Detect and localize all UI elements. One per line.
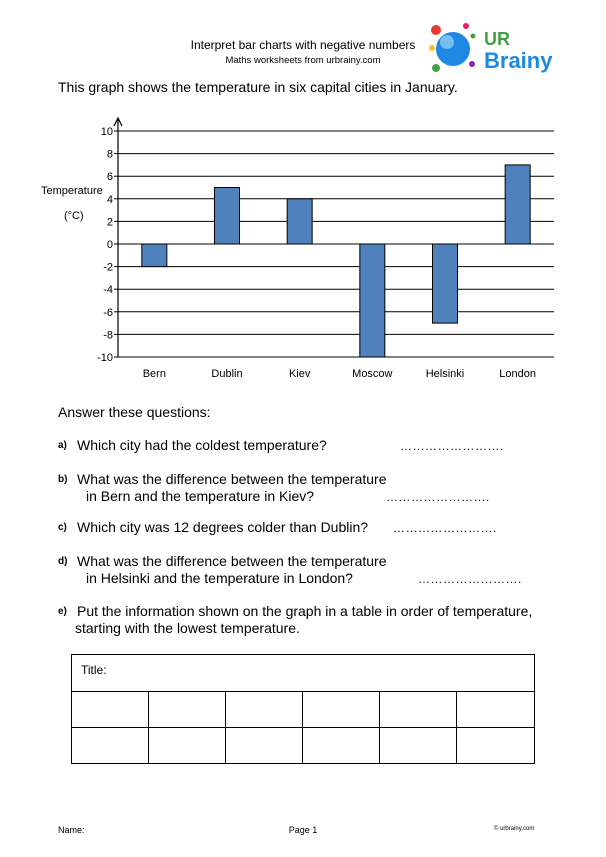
table-row [72, 692, 535, 728]
table-cell[interactable] [226, 692, 303, 728]
y-tick-label: -8 [103, 329, 113, 342]
temperature-bar-chart [0, 0, 606, 400]
name-label: Name: [58, 825, 85, 835]
table-cell[interactable] [149, 728, 226, 764]
x-category-label: London [499, 368, 537, 380]
questions-heading: Answer these questions: [58, 404, 211, 420]
table-cell[interactable] [72, 728, 149, 764]
table-title-cell[interactable] [72, 655, 535, 692]
question-text: Which city was 12 degrees colder than Dublin? [77, 519, 369, 535]
y-axis-unit: (°C) [64, 210, 84, 222]
question-letter: b) [58, 474, 68, 485]
answer-dots[interactable]: ……………………. [418, 572, 522, 586]
worksheet-subtitle: Maths worksheets from urbrainy.com [225, 55, 381, 66]
question-c [58, 519, 578, 539]
question-letter: d) [58, 556, 68, 567]
table-cell[interactable] [457, 728, 535, 764]
x-category-label: Moscow [352, 368, 393, 380]
question-a [58, 437, 578, 457]
x-category-label: Dublin [211, 368, 243, 380]
logo-text-brainy: Brainy [484, 48, 553, 73]
x-category-label: Helsinki [425, 368, 465, 380]
question-text-line-1: What was the difference between the temperature [77, 553, 387, 569]
intro-text: This graph shows the temperature in six capital cities in January. [58, 79, 458, 95]
bar-london [505, 165, 530, 244]
logo-text-ur: UR [484, 29, 510, 49]
question-text-line-1: What was the difference between the temperature [77, 471, 387, 487]
bar-dublin [215, 188, 240, 245]
y-axis-label: Temperature [41, 185, 103, 197]
question-letter: a) [58, 440, 67, 451]
table-cell[interactable] [72, 692, 149, 728]
answer-dots[interactable]: ……………………. [400, 439, 504, 453]
answer-table [71, 654, 535, 764]
question-text-line-2: in Bern and the temperature in Kiev? [86, 488, 315, 504]
y-tick-label: 6 [106, 171, 113, 184]
bar-moscow [360, 244, 385, 357]
table-title-label: Title: [81, 663, 107, 677]
x-category-label: Bern [142, 368, 166, 380]
table-cell[interactable] [380, 728, 457, 764]
bar-kiev [287, 199, 312, 244]
y-tick-label: 8 [106, 148, 113, 161]
question-d [58, 553, 578, 593]
table-cell[interactable] [226, 728, 303, 764]
bar-helsinki [433, 244, 458, 323]
question-text-line-1: Put the information shown on the graph in a table in order of temperature, [77, 603, 533, 619]
copyright: © urbrainy.com [494, 826, 535, 832]
question-letter: e) [58, 606, 67, 617]
table-row [72, 728, 535, 764]
answer-dots[interactable]: ……………………. [386, 490, 490, 504]
table-cell[interactable] [457, 692, 535, 728]
question-text-line-2: in Helsinki and the temperature in London? [86, 570, 353, 586]
table-cell[interactable] [149, 692, 226, 728]
table-cell[interactable] [303, 692, 380, 728]
page-number: Page 1 [288, 825, 318, 835]
question-text: Which city had the coldest temperature? [77, 437, 327, 453]
x-category-label: Kiev [288, 368, 311, 380]
question-b [58, 471, 578, 511]
table-cell[interactable] [303, 728, 380, 764]
question-letter: c) [58, 522, 67, 533]
y-tick-label: 10 [100, 126, 113, 138]
table-cell[interactable] [380, 692, 457, 728]
y-tick-label: -10 [97, 352, 113, 364]
y-tick-label: 2 [106, 216, 113, 229]
bar-bern [142, 244, 167, 267]
question-e [58, 603, 588, 643]
answer-dots[interactable]: ……………………. [393, 521, 497, 535]
worksheet-title: Interpret bar charts with negative numbers [190, 38, 416, 52]
y-tick-label: -2 [103, 261, 113, 274]
y-tick-label: 0 [106, 239, 113, 251]
y-tick-label: 4 [106, 193, 113, 206]
y-tick-label: -4 [103, 284, 113, 297]
y-tick-label: -6 [103, 306, 113, 319]
question-text-line-2: starting with the lowest temperature. [75, 620, 300, 636]
